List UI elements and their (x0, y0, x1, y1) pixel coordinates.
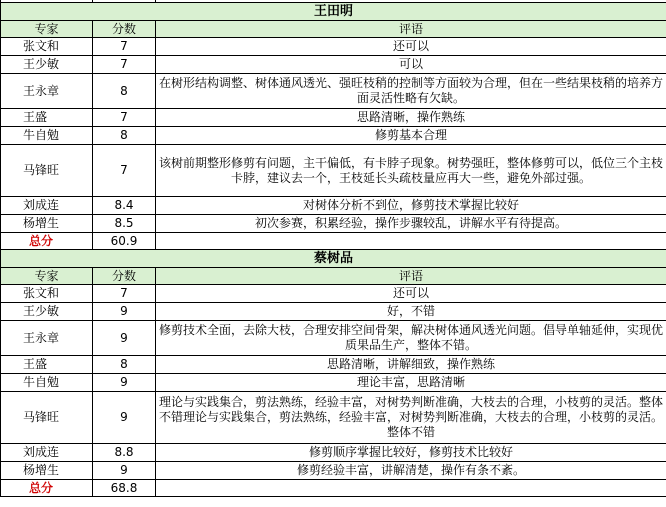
expert-name: 张文和 (1, 38, 93, 56)
table-row (1, 197, 666, 215)
score-value: 9 (93, 392, 156, 444)
expert-column-header: 专家 (1, 21, 93, 38)
comment-column-header: 评语 (156, 21, 666, 38)
table-row (1, 127, 666, 145)
score-value: 8 (93, 356, 156, 374)
expert-name: 王永章 (1, 321, 93, 356)
table-row (1, 374, 666, 392)
table-row (1, 303, 666, 321)
total-empty-cell (156, 233, 666, 250)
score-value: 9 (93, 374, 156, 392)
score-column-header: 分数 (93, 21, 156, 38)
score-value: 8 (93, 74, 156, 109)
score-value: 8.8 (93, 444, 156, 462)
comment-text: 理论丰富，思路清晰 (156, 374, 666, 392)
total-empty-cell (156, 480, 666, 497)
expert-name: 刘成连 (1, 197, 93, 215)
expert-name: 牛自勉 (1, 127, 93, 145)
total-label: 总分 (1, 480, 93, 497)
comment-column-header: 评语 (156, 268, 666, 285)
expert-name: 牛自勉 (1, 374, 93, 392)
candidate-title-row (1, 3, 666, 21)
comment-text: 可以 (156, 56, 666, 74)
comment-text: 还可以 (156, 38, 666, 56)
expert-name: 杨增生 (1, 215, 93, 233)
column-header-row (1, 268, 666, 285)
comment-text: 理论与实践集合，剪法熟练，经验丰富，对树势判断准确，大枝去的合理，小枝剪的灵活。整体不错理论与实践集合，剪法熟练，经验丰富，对树势判断准确，大枝去的合理，小枝剪的灵活。整体不错 (156, 392, 666, 444)
expert-name: 王少敏 (1, 56, 93, 74)
total-label: 总分 (1, 233, 93, 250)
column-header-row (1, 21, 666, 38)
comment-text: 修剪经验丰富，讲解清楚，操作有条不紊。 (156, 462, 666, 480)
total-row (1, 480, 666, 497)
table-row (1, 38, 666, 56)
score-value: 7 (93, 56, 156, 74)
table-row (1, 109, 666, 127)
table-row (1, 462, 666, 480)
expert-name: 王盛 (1, 356, 93, 374)
score-value: 7 (93, 285, 156, 303)
comment-text: 修剪技术全面，去除大枝，合理安排空间骨架，解决树体通风透光问题。倡导单轴延伸，实现优质果品生产，整体不错。 (156, 321, 666, 356)
comment-text: 还可以 (156, 285, 666, 303)
total-score: 60.9 (93, 233, 156, 250)
comment-text: 思路清晰，操作熟练 (156, 109, 666, 127)
table-row (1, 56, 666, 74)
expert-name: 杨增生 (1, 462, 93, 480)
table-row (1, 74, 666, 109)
expert-name: 王盛 (1, 109, 93, 127)
candidate-name: 王田明 (1, 3, 666, 21)
expert-name: 张文和 (1, 285, 93, 303)
score-value: 9 (93, 462, 156, 480)
candidate-title-row (1, 250, 666, 268)
expert-name: 王永章 (1, 74, 93, 109)
total-score: 68.8 (93, 480, 156, 497)
comment-text: 修剪顺序掌握比较好，修剪技术比较好 (156, 444, 666, 462)
expert-name: 王少敏 (1, 303, 93, 321)
scores-table-body (1, 0, 666, 497)
comment-text: 在树形结构调整、树体通风透光、强旺枝稍的控制等方面较为合理，但在一些结果枝稍的培养方面灵活性略有欠缺。 (156, 74, 666, 109)
score-value: 9 (93, 303, 156, 321)
table-row (1, 285, 666, 303)
score-value: 7 (93, 109, 156, 127)
expert-name: 刘成连 (1, 444, 93, 462)
table-row (1, 145, 666, 197)
candidate-name: 蔡树品 (1, 250, 666, 268)
table-row (1, 321, 666, 356)
table-row (1, 215, 666, 233)
score-value: 7 (93, 38, 156, 56)
expert-column-header: 专家 (1, 268, 93, 285)
total-row (1, 233, 666, 250)
comment-text: 初次参赛，积累经验，操作步骤较乱，讲解水平有待提高。 (156, 215, 666, 233)
table-row (1, 392, 666, 444)
score-value: 8 (93, 127, 156, 145)
comment-text: 对树体分析不到位，修剪技术掌握比较好 (156, 197, 666, 215)
score-value: 8.5 (93, 215, 156, 233)
table-row (1, 444, 666, 462)
score-value: 9 (93, 321, 156, 356)
expert-name: 马锋旺 (1, 145, 93, 197)
score-value: 8.4 (93, 197, 156, 215)
score-column-header: 分数 (93, 268, 156, 285)
expert-name: 马锋旺 (1, 392, 93, 444)
comment-text: 修剪基本合理 (156, 127, 666, 145)
comment-text: 该树前期整形修剪有问题，主干偏低，有卡脖子现象。树势强旺，整体修剪可以，低位三个主枝卡脖，建议去一个，王枝延长头疏枝量应再大一些，避免外部过强。 (156, 145, 666, 197)
score-value: 7 (93, 145, 156, 197)
table-row (1, 356, 666, 374)
comment-text: 思路清晰，讲解细致，操作熟练 (156, 356, 666, 374)
comment-text: 好，不错 (156, 303, 666, 321)
